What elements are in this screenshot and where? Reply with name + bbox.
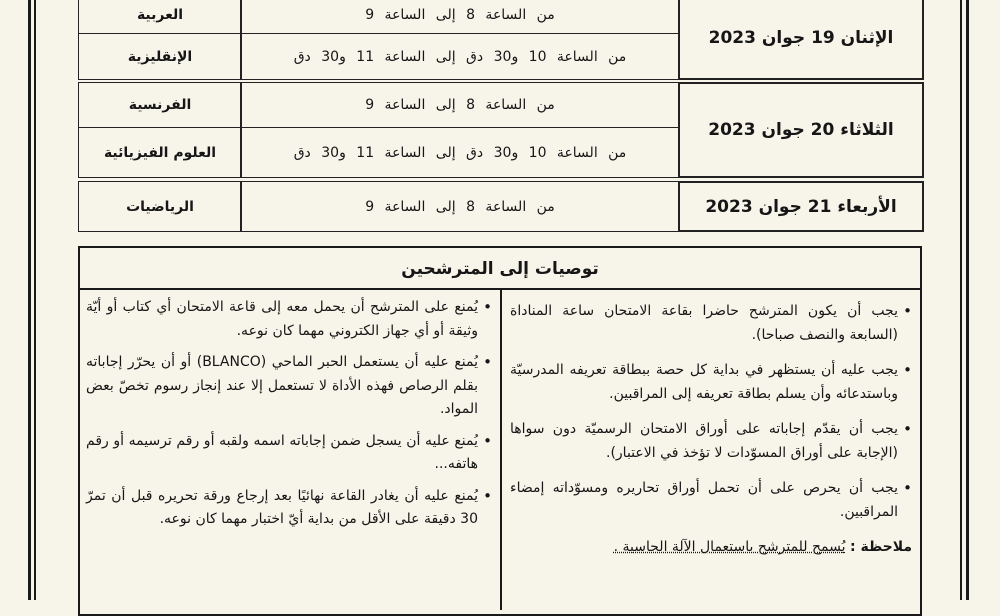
list-item: • يجب أن يقدّم إجاباته على أوراق الامتحان الرسميّة دون سواها (الإجابة على أوراق المسوّدات لا تؤخذ في الاعتبار).	[510, 418, 912, 465]
list-item: • يجب أن يحرص على أن تحمل أوراق تحاريره ومسوّداته إمضاء المراقبين.	[510, 477, 912, 524]
obligations-column	[510, 300, 912, 560]
subject-cell	[78, 33, 242, 80]
subject-label: الإنقليزية	[127, 48, 193, 65]
list-item: • يُمنع عليه أن يستعمل الحبر الماحي (BLANCO) أو أن يحرّر إجاباته بقلم الرصاص فهذه الأداة لا تستعمل إلا عند إنجاز رسوم تخصّ بعض المواد.	[86, 351, 492, 422]
day-label: الإثنان 19 جوان 2023	[708, 28, 894, 48]
recommendations-header	[80, 250, 920, 290]
page-border-right	[966, 0, 969, 600]
list-item: • يجب أن يكون المترشح حاضرا بقاعة الامتحان ساعة المناداة (السابعة والنصف صباحا).	[510, 300, 912, 347]
time-cell	[240, 0, 680, 34]
prohibitions-column	[86, 296, 492, 540]
subject-label: الرياضيات	[126, 198, 194, 215]
subject-label: العربية	[136, 7, 184, 23]
time-cell	[240, 82, 680, 128]
day-cell	[678, 0, 924, 80]
subject-cell	[78, 82, 242, 128]
page-border-left-inner	[34, 0, 36, 600]
time-cell	[240, 33, 680, 80]
time-label: من الساعة 8 إلى الساعة 9	[365, 97, 555, 113]
time-cell	[240, 181, 680, 232]
time-label: من الساعة 8 إلى الساعة 9	[365, 7, 555, 23]
subject-cell	[78, 181, 242, 232]
time-cell	[240, 127, 680, 178]
time-label: من الساعة 10 و30 دق إلى الساعة 11 و30 دق	[293, 144, 627, 161]
day-cell	[678, 181, 924, 232]
column-divider	[500, 290, 502, 610]
time-label: من الساعة 10 و30 دق إلى الساعة 11 و30 دق	[293, 48, 627, 65]
list-item: • يُمنع عليه أن يغادر القاعة نهائيًا بعد إرجاع ورقة تحريره قبل أن تمرّ 30 دقيقة على الأقل من بداية أيّ اختبار مهما كان نوعه.	[86, 485, 492, 532]
subject-label: الفرنسية	[128, 97, 192, 113]
list-item: • يُمنع على المترشح أن يحمل معه إلى قاعة الامتحان أي كتاب أو أيّة وثيقة أو أي جهاز الكتروني مهما كان نوعه.	[86, 296, 492, 343]
subject-cell	[78, 127, 242, 178]
page-border-right-inner	[960, 0, 962, 600]
subject-label: العلوم الفيزيائية	[103, 144, 217, 161]
day-label: الأربعاء 21 جوان 2023	[705, 196, 897, 217]
list-item: • يجب عليه أن يستظهر في بداية كل حصة ببطاقة تعريفه المدرسيّة وباستدعائه وأن يسلم بطاقة تعريفه إلى المراقبين.	[510, 359, 912, 406]
day-label: الثلاثاء 20 جوان 2023	[708, 120, 894, 140]
recommendations-title: توصيات إلى المترشحين	[401, 259, 599, 279]
time-label: من الساعة 8 إلى الساعة 9	[365, 198, 555, 215]
subject-cell	[78, 0, 242, 34]
note	[510, 536, 912, 560]
note-text: يُسمح للمترشح باستعمال الآلة الحاسبة .	[613, 539, 846, 555]
note-label: ملاحظة :	[850, 539, 912, 555]
page-border-left	[28, 0, 31, 600]
day-cell	[678, 82, 924, 178]
list-item: • يُمنع عليه أن يسجل ضمن إجاباته اسمه ولقبه أو رقم ترسيمه أو رقم هاتفه...	[86, 430, 492, 477]
